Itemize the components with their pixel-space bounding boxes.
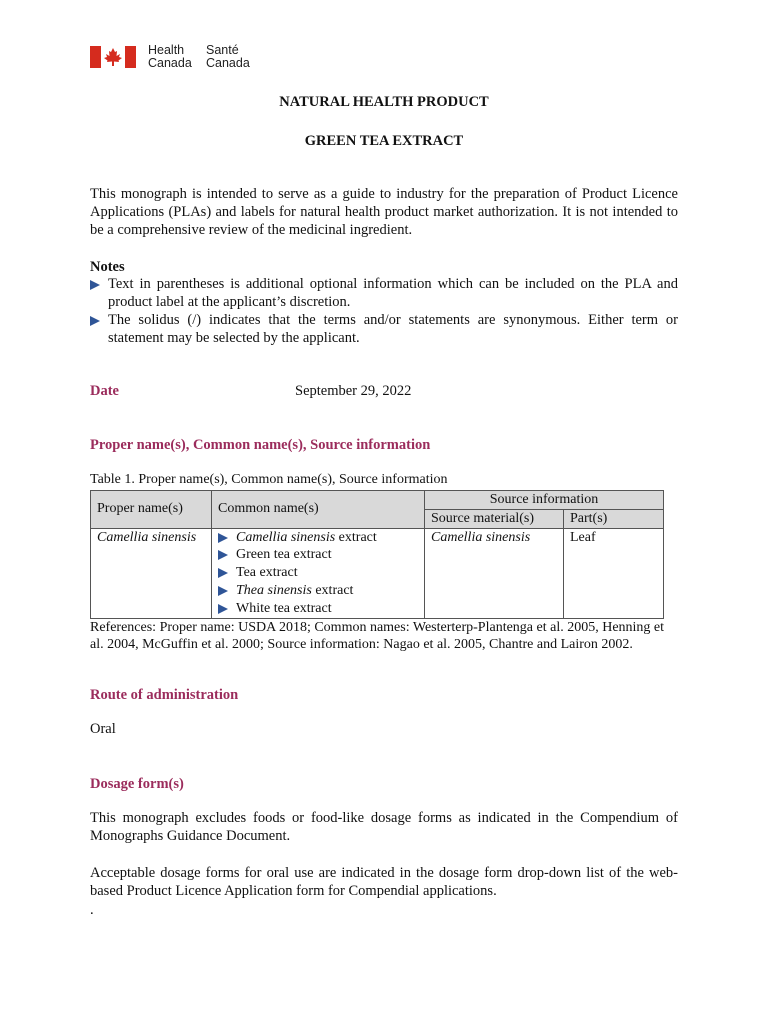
cell-common-names	[212, 528, 425, 618]
common-name-item: Tea extract	[218, 564, 418, 582]
notes-title: Notes	[90, 259, 125, 275]
cell-source-material: Camellia sinensis	[425, 528, 564, 618]
date-label: Date	[90, 383, 119, 399]
logo-french: Santé Canada	[206, 43, 250, 70]
triangle-bullet-icon	[90, 280, 100, 290]
triangle-bullet-icon	[218, 533, 228, 543]
section-heading-dosage: Dosage form(s)	[90, 776, 184, 792]
note-item: Text in parentheses is additional optional information which can be included on the PLA and product label at the applicant’s discretion.	[90, 276, 678, 312]
dosage-paragraph-2: Acceptable dosage forms for oral use are indicated in the dosage form drop-down list of the web-based Product Licence Application form for Compendial applications.	[90, 865, 678, 899]
triangle-bullet-icon	[218, 550, 228, 560]
cell-part: Leaf	[564, 528, 664, 618]
triangle-bullet-icon	[218, 586, 228, 596]
references: References: Proper name: USDA 2018; Common names: Westerterp-Plantenga et al. 2005, Henning et al. 2004, McGuffin et al. 2000; Source information: Nagao et al. 2005, Chantre and Lairon 2002.	[90, 620, 665, 652]
dosage-paragraph-1: This monograph excludes foods or food-like dosage forms as indicated in the Compendium of Monographs Guidance Document.	[90, 810, 678, 844]
common-name-item: Green tea extract	[218, 546, 418, 564]
header-common-name: Common name(s)	[212, 491, 425, 529]
intro-paragraph: This monograph is intended to serve as a guide to industry for the preparation of Product Licence Applications (PLAs) and labels for natural health product market authorization. It is not intended to be a comprehensive review of the medicinal ingredient.	[90, 186, 678, 238]
names-table	[90, 490, 664, 619]
header-source-information: Source information	[425, 491, 664, 510]
note-item: The solidus (/) indicates that the terms and/or statements are synonymous. Either term or statement may be selected by the applicant.	[90, 312, 678, 348]
section-heading-route: Route of administration	[90, 687, 239, 703]
header-source-material: Source material(s)	[425, 509, 564, 528]
cell-proper-name: Camellia sinensis	[91, 528, 212, 618]
logo-english: Health Canada	[148, 43, 192, 70]
doc-title-line1: NATURAL HEALTH PRODUCT	[279, 94, 489, 110]
doc-title-line2: GREEN TEA EXTRACT	[304, 133, 464, 149]
date-value: September 29, 2022	[295, 383, 412, 399]
common-name-item: Thea sinensis extract	[218, 582, 418, 600]
canada-flag-icon	[90, 46, 136, 68]
health-canada-logo	[90, 44, 260, 72]
header-part: Part(s)	[564, 509, 664, 528]
trailing-period: .	[90, 902, 94, 918]
section-heading-names: Proper name(s), Common name(s), Source information	[90, 437, 431, 453]
table-caption: Table 1. Proper name(s), Common name(s), Source information	[90, 472, 448, 487]
triangle-bullet-icon	[90, 316, 100, 326]
header-proper-name: Proper name(s)	[91, 491, 212, 529]
common-name-item: White tea extract	[218, 600, 418, 618]
triangle-bullet-icon	[218, 568, 228, 578]
route-value: Oral	[90, 721, 116, 737]
triangle-bullet-icon	[218, 604, 228, 614]
common-name-item: Camellia sinensis extract	[218, 529, 418, 547]
